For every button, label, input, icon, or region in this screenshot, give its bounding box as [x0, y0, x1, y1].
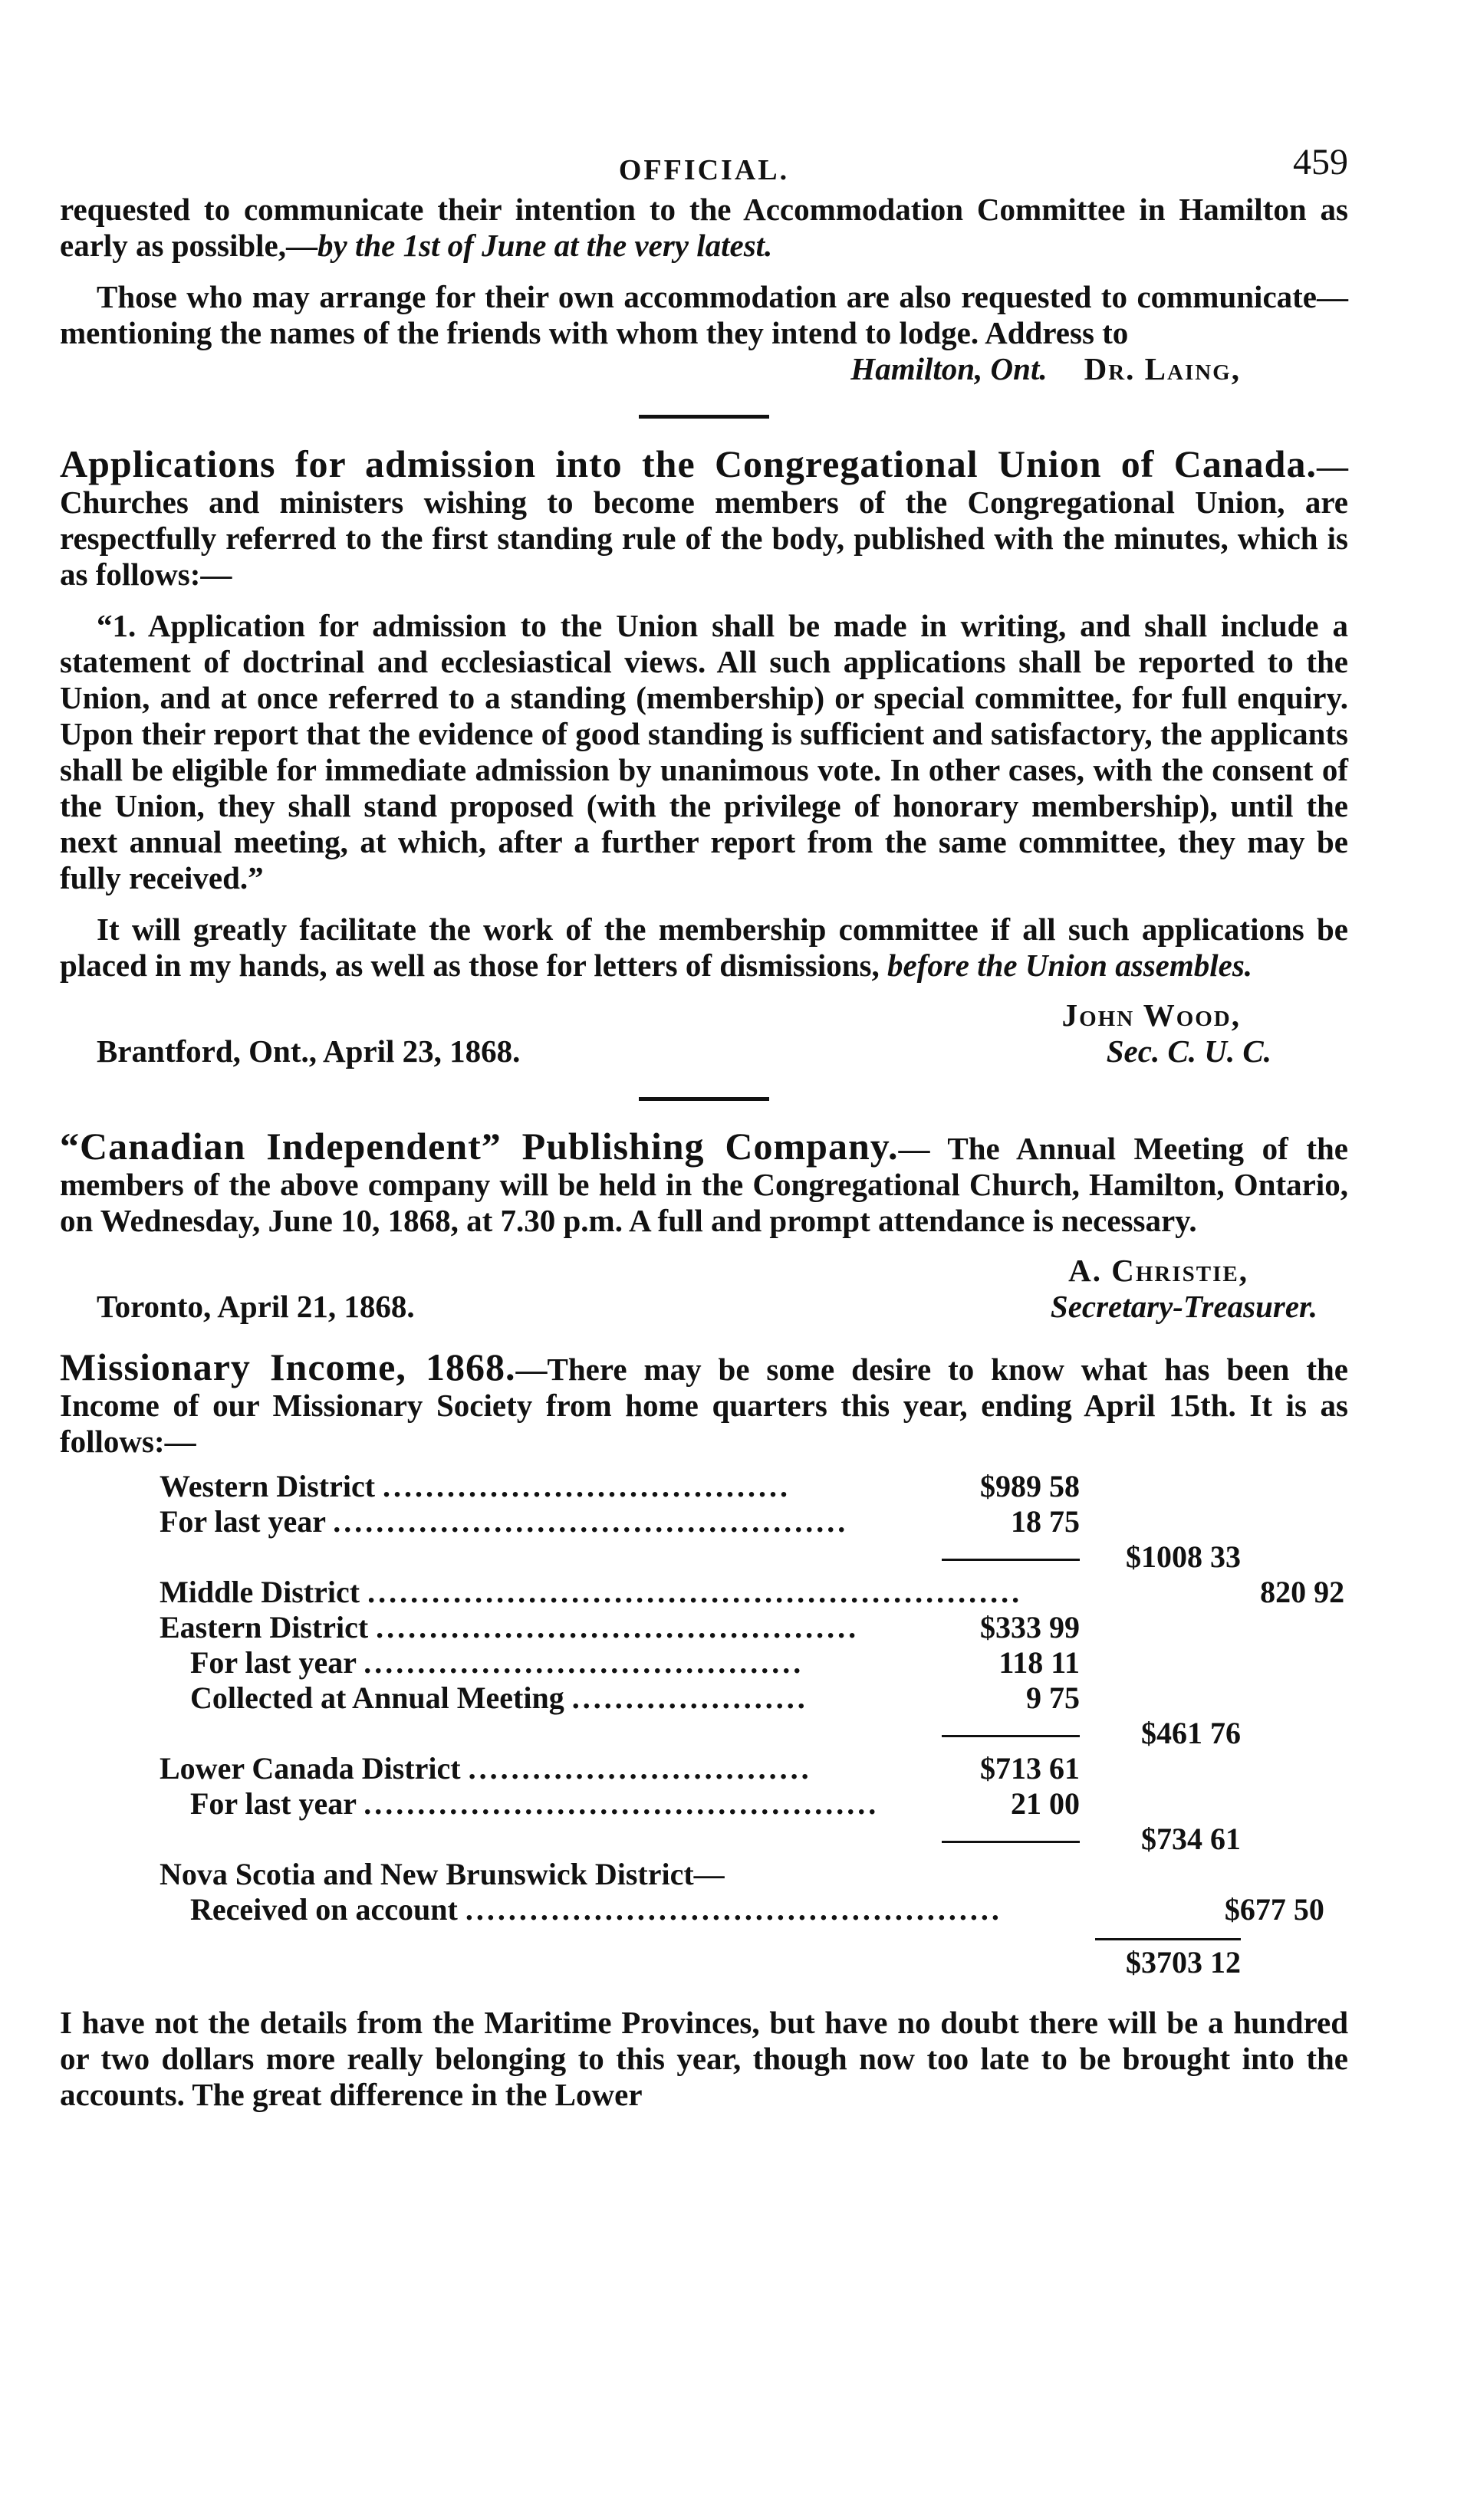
- row-amount: 118 11: [998, 1645, 1080, 1680]
- dot-leader: .............................................................: [367, 1575, 1023, 1609]
- running-head: OFFICIAL.: [618, 154, 790, 186]
- row-label: Middle District: [160, 1575, 360, 1609]
- christie-place-date: Toronto, April 21, 1868.: [97, 1289, 415, 1324]
- applications-paragraph: [60, 442, 1348, 593]
- table-row: [160, 1786, 1241, 1822]
- dot-leader: ................................: [468, 1751, 812, 1786]
- missionary-intro: —There may be some desire to know what has been the Income of our Missionary Society from home quarters this year, ending April 15th. It is as follows:—: [60, 1352, 1348, 1459]
- christie-signoff-row: [60, 1289, 1348, 1325]
- table-row: [160, 1539, 1241, 1575]
- row-subtotal: $677 50: [1224, 1892, 1324, 1927]
- table-row: [160, 1645, 1241, 1681]
- dot-leader: ..................................................: [465, 1892, 1002, 1927]
- sum-rule: [942, 1559, 1080, 1561]
- dot-leader: .............................................: [376, 1610, 860, 1644]
- page: [60, 130, 1348, 2113]
- table-row: [160, 1857, 1241, 1892]
- table-row: [160, 1610, 1241, 1645]
- christie-title-text: Secretary-Treasurer.: [1050, 1289, 1317, 1324]
- publishing-heading: “Canadian Independent” Publishing Company.: [60, 1125, 899, 1168]
- signer-laing: Dr. Laing,: [1084, 351, 1241, 386]
- table-row: [160, 1751, 1241, 1786]
- publishing-body: — The Annual Meeting of the members of the above company will be held in the Congregational Church, Hamilton, Ontario, on Wednesday, June 10, 1868, at 7.30 p.m. A full and prompt attendance is necessary.: [60, 1131, 1348, 1238]
- row-label: Eastern District: [160, 1610, 369, 1644]
- table-row: [160, 1681, 1241, 1716]
- row-label: For last year: [190, 1786, 357, 1821]
- row-label: Western District: [160, 1469, 376, 1503]
- table-row: [160, 1469, 1241, 1504]
- dot-leader: ................................................: [363, 1786, 880, 1821]
- row-subtotal: $461 76: [1141, 1716, 1241, 1750]
- row-label: For last year: [190, 1645, 357, 1680]
- income-table: [160, 1469, 1345, 1980]
- missionary-paragraph: [60, 1345, 1348, 1460]
- dot-leader: ......................: [571, 1681, 808, 1715]
- dot-leader: ................................................: [333, 1504, 849, 1539]
- grand-total-row: [160, 1945, 1241, 1980]
- grand-total-rule: [1095, 1938, 1241, 1940]
- membership-italic: before the Union assembles.: [887, 948, 1253, 983]
- dot-leader: ......................................: [383, 1469, 791, 1503]
- wood-title-text: Sec. C. U. C.: [1106, 1033, 1271, 1069]
- missionary-heading: Missionary Income, 1868.: [60, 1345, 516, 1388]
- signer-christie: [60, 1253, 1348, 1289]
- standing-rule-paragraph: “1. Application for admission to the Union shall be made in writing, and shall include a statement of doctrinal and ecclesiastical views. All such applications shall be reported to the Union, and at once referred to a standing (membership) or special committee, for full enquiry. Upon their report that the evidence of good standing is sufficient and satisfactory, the applicants shall be eligible for immediate admission by unanimous vote. In other cases, with the consent of the Union, they shall stand proposed (with the privilege of honorary membership), until the next annual meeting, at which, after a further report from the same committee, they may be fully received.”: [60, 608, 1348, 895]
- own-accommodation-text: Those who may arrange for their own accommodation are also requested to communicate—mentioning the names of the friends with whom they intend to lodge. Address to: [60, 279, 1348, 350]
- membership-paragraph: [60, 912, 1348, 984]
- accommodation-paragraph: [60, 192, 1348, 264]
- row-subtotal: 820 92: [1260, 1575, 1345, 1609]
- grand-total: $3703 12: [1126, 1945, 1241, 1980]
- christie-title: [1051, 1289, 1348, 1325]
- membership-text: It will greatly facilitate the work of the membership committee if all such applications be placed in my hands, as well as those for letters of dismissions,: [60, 912, 1348, 983]
- sum-rule: [942, 1735, 1080, 1737]
- row-amount: 21 00: [1011, 1786, 1080, 1821]
- row-label: Lower Canada District: [160, 1751, 461, 1786]
- table-row: [160, 1716, 1241, 1751]
- row-label: Nova Scotia and New Brunswick District—: [160, 1857, 725, 1891]
- section-divider: [639, 1097, 769, 1101]
- signer-christie-name: A. Christie,: [1068, 1253, 1248, 1288]
- row-label: Collected at Annual Meeting: [190, 1681, 564, 1715]
- row-label: For last year: [160, 1504, 326, 1539]
- signer-wood-name: John Wood,: [1061, 997, 1241, 1033]
- wood-title: [1107, 1033, 1348, 1069]
- applications-intro: —Churches and ministers wishing to become members of the Congregational Union, are respectfully referred to the first standing rule of the body, published with the minutes, which is as follows:—: [60, 448, 1348, 592]
- table-row: [160, 1892, 1324, 1927]
- row-subtotal: $1008 33: [1126, 1539, 1241, 1574]
- row-amount: $989 58: [980, 1469, 1080, 1503]
- wood-place-date: Brantford, Ont., April 23, 1868.: [97, 1033, 521, 1069]
- row-amount: 9 75: [1026, 1681, 1080, 1715]
- publishing-paragraph: [60, 1125, 1348, 1239]
- sum-rule: [942, 1841, 1080, 1843]
- deadline-italic: by the 1st of June at the very latest.: [317, 228, 773, 263]
- section-divider: [639, 415, 769, 419]
- page-header: [60, 130, 1348, 192]
- maritime-paragraph: I have not the details from the Maritime Provinces, but have no doubt there will be a hundred or two dollars more really belonging to this year, though now too late to be brought into the accounts. The great difference in the Lower: [60, 2005, 1348, 2112]
- signer-laing-place-text: Hamilton, Ont.: [850, 351, 1048, 386]
- table-row: [160, 1822, 1241, 1857]
- row-subtotal: $734 61: [1141, 1822, 1241, 1856]
- signer-wood: [60, 997, 1348, 1033]
- accommodation-text: requested to communicate their intention to the Accommodation Committee in Hamilton as early as possible,—: [60, 192, 1348, 263]
- page-number: 459: [1293, 142, 1348, 182]
- applications-heading: Applications for admission into the Congregational Union of Canada.: [60, 442, 1317, 485]
- dot-leader: .........................................: [363, 1645, 804, 1680]
- table-row: [160, 1504, 1241, 1539]
- row-label: Received on account: [190, 1892, 458, 1927]
- table-row: [160, 1575, 1345, 1610]
- row-amount: 18 75: [1011, 1504, 1080, 1539]
- row-amount: $713 61: [980, 1751, 1080, 1786]
- wood-signoff-row: [60, 1033, 1348, 1069]
- row-amount: $333 99: [980, 1610, 1080, 1644]
